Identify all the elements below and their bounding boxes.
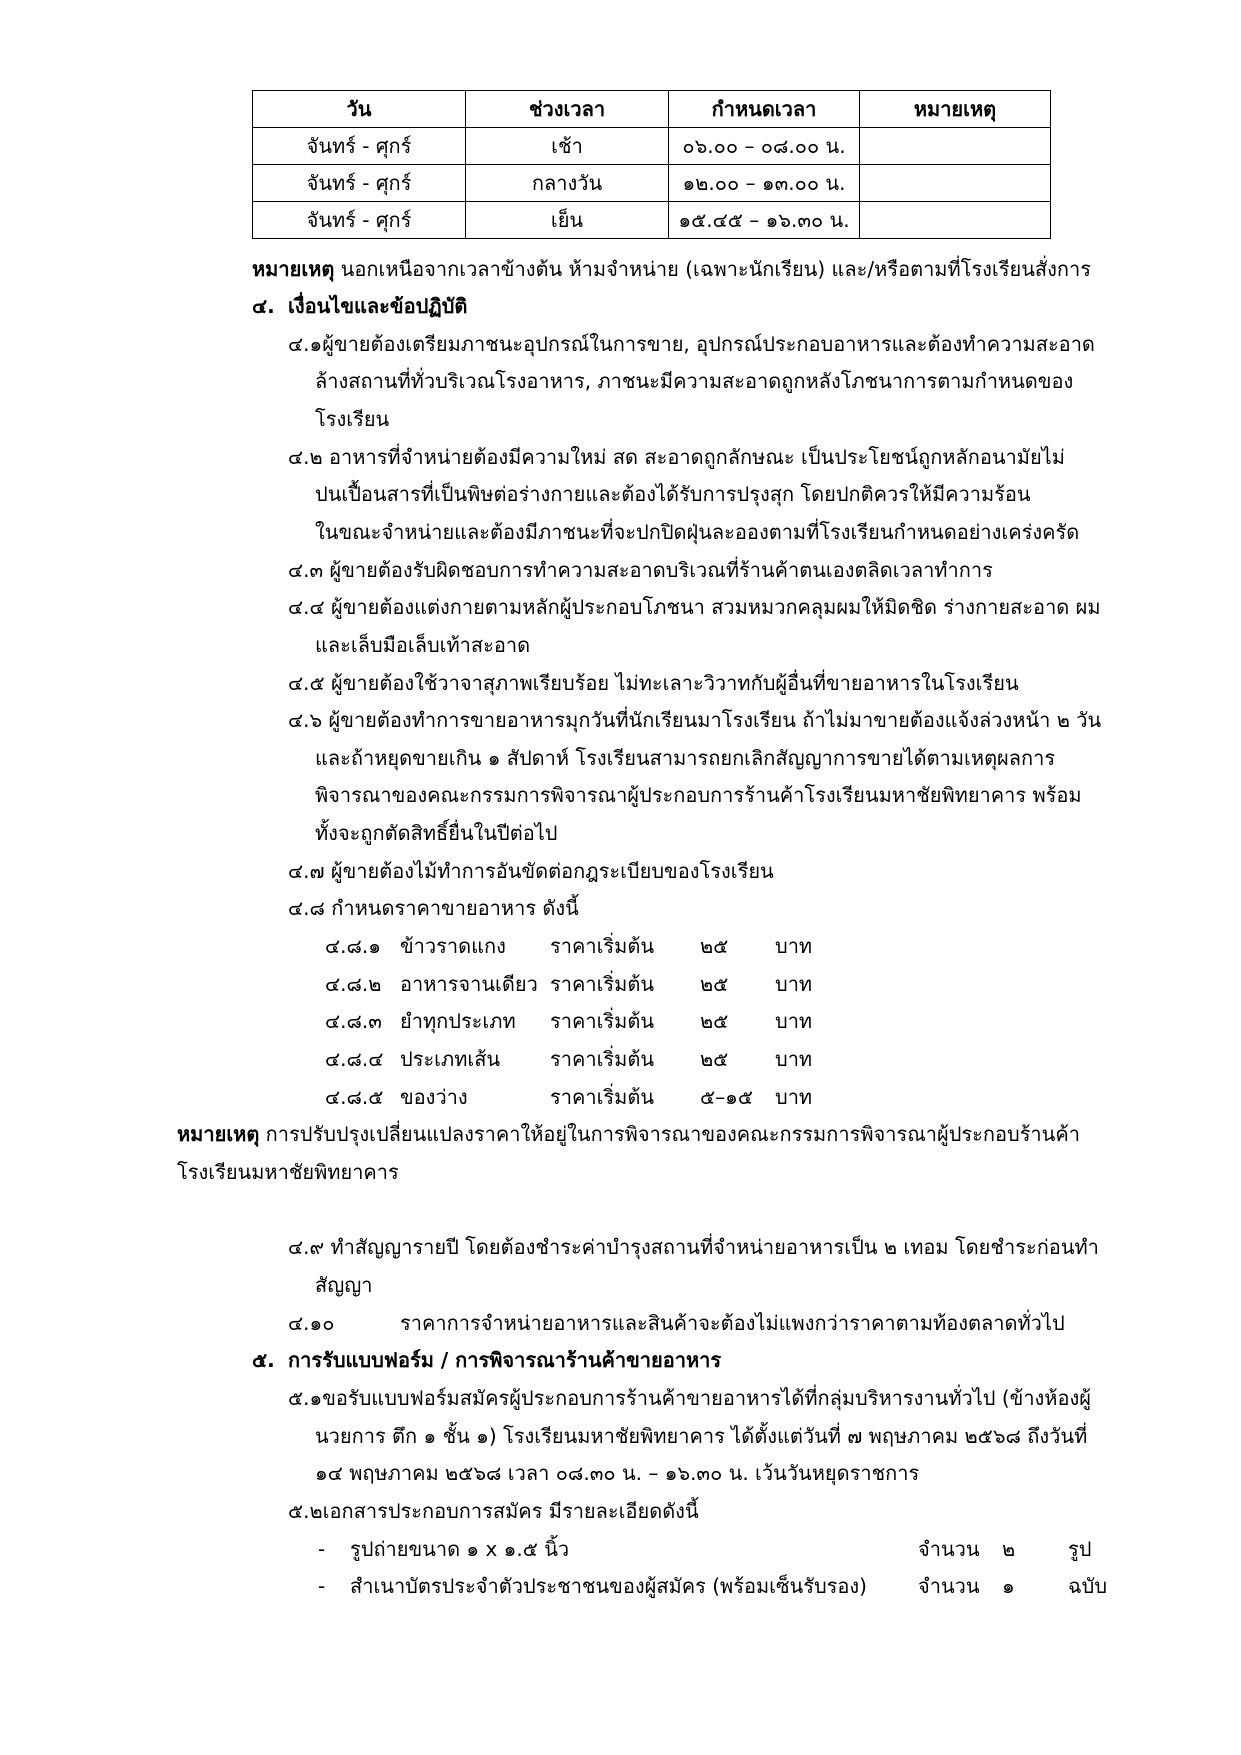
table-cell: เย็น bbox=[466, 202, 669, 239]
list-item: สำเนาบัตรประจำตัวประชาชนของผู้สมัคร (พร้อมเซ็นรับรอง) bbox=[350, 1574, 867, 1598]
section-heading: เงื่อนไขและข้อปฏิบัติ bbox=[288, 294, 468, 318]
paragraph-line: ๕.๒เอกสารประกอบการสมัคร มีรายละเอียดดังนี้ bbox=[288, 1499, 699, 1523]
note-label: หมายเหตุ bbox=[252, 257, 335, 281]
paragraph-line: พิจารณาของคณะกรรมการพิจารณาผู้ประกอบการร้านค้าโรงเรียนมหาชัยพิทยาคาร พร้อม bbox=[315, 783, 1082, 807]
table-header: กำหนดเวลา bbox=[669, 91, 860, 128]
paragraph-line: สัญญา bbox=[315, 1273, 373, 1297]
price-unit: บาท bbox=[775, 972, 813, 996]
price-num: ๔.๘.๕ bbox=[325, 1085, 384, 1109]
note-label: หมายเหตุ bbox=[177, 1122, 260, 1146]
table-cell: ๐๖.๐๐ – ๐๘.๐๐ น. bbox=[669, 128, 860, 165]
table-cell: เช้า bbox=[466, 128, 669, 165]
price-unit: บาท bbox=[775, 934, 813, 958]
paragraph-line: ๕.๑ขอรับแบบฟอร์มสมัครผู้ประกอบการร้านค้าขายอาหารได้ที่กลุ่มบริหารงานทั่วไป (ข้างห้องผู้ bbox=[288, 1386, 1091, 1410]
list-bullet: - bbox=[318, 1537, 326, 1561]
price-unit: บาท bbox=[775, 1009, 813, 1033]
qty-value: ๒ bbox=[1002, 1537, 1016, 1561]
section-heading: การรับแบบฟอร์ม / การพิจารณาร้านค้าขายอาหาร bbox=[288, 1348, 722, 1372]
paragraph-line: ๔.๗ ผู้ขายต้องไม้ทำการอันขัดต่อกฎระเบียบของโรงเรียน bbox=[288, 859, 774, 883]
paragraph-line: ทั้งจะถูกตัดสิทธิ์ยื่นในปีต่อไป bbox=[315, 821, 558, 845]
list-item: รูปถ่ายขนาด ๑ x ๑.๕ นิ้ว bbox=[350, 1537, 570, 1561]
price-value: ๒๕ bbox=[700, 1009, 729, 1033]
price-unit: บาท bbox=[775, 1085, 813, 1109]
table-row bbox=[253, 165, 1051, 202]
price-value: ๒๕ bbox=[700, 934, 729, 958]
table-header: ช่วงเวลา bbox=[466, 91, 669, 128]
price-label: ราคาเริ่มต้น bbox=[550, 1009, 655, 1033]
paragraph-line: ๑๔ พฤษภาคม ๒๕๖๘ เวลา ๐๘.๓๐ น. – ๑๖.๓๐ น. เว้นวันหยุดราชการ bbox=[315, 1461, 920, 1485]
paragraph-line: ๔.๑ผู้ขายต้องเตรียมภาชนะอุปกรณ์ในการขาย, อุปกรณ์ประกอบอาหารและต้องทำความสะอาด bbox=[288, 332, 1095, 356]
paragraph-line: และถ้าหยุดขายเกิน ๑ สัปดาห์ โรงเรียนสามารถยกเลิกสัญญาการขายได้ตามเหตุผลการ bbox=[315, 746, 1056, 770]
paragraph-line: ๔.๒ อาหารที่จำหน่ายต้องมีความใหม่ สด สะอาดถูกลักษณะ เป็นประโยชน์ถูกหลักอนามัยไม่ bbox=[288, 445, 1065, 469]
paragraph-line: ปนเปื้อนสารที่เป็นพิษต่อร่างกายและต้องได้รับการปรุงสุก โดยปกติควรให้มีความร้อน bbox=[315, 482, 1031, 506]
table-header: วัน bbox=[253, 91, 466, 128]
price-item: อาหารจานเดียว bbox=[400, 972, 538, 996]
price-label: ราคาเริ่มต้น bbox=[550, 1047, 655, 1071]
paragraph-line: ๔.๘ กำหนดราคาขายอาหาร ดังนี้ bbox=[288, 896, 579, 920]
note-text: การปรับปรุงเปลี่ยนแปลงราคาให้อยู่ในการพิจารณาของคณะกรรมการพิจารณาผู้ประกอบร้านค้า bbox=[259, 1122, 1080, 1146]
paragraph-line: ๔.๙ ทำสัญญารายปี โดยต้องชำระค่าบำรุงสถานที่จำหน่ายอาหารเป็น ๒ เทอม โดยชำระก่อนทำ bbox=[288, 1235, 1099, 1259]
note-paragraph bbox=[177, 1115, 1080, 1153]
price-num: ๔.๘.๑ bbox=[325, 934, 381, 958]
price-value: ๕–๑๕ bbox=[700, 1085, 753, 1109]
table-cell: ๑๒.๐๐ – ๑๓.๐๐ น. bbox=[669, 165, 860, 202]
table-cell: จันทร์ - ศุกร์ bbox=[253, 202, 466, 239]
section-number: ๔. bbox=[252, 294, 275, 318]
schedule-table bbox=[252, 90, 1051, 239]
price-unit: บาท bbox=[775, 1047, 813, 1071]
price-item: ของว่าง bbox=[400, 1085, 468, 1109]
price-num: ๔.๘.๒ bbox=[325, 972, 382, 996]
table-row bbox=[253, 202, 1051, 239]
price-value: ๒๕ bbox=[700, 972, 729, 996]
price-num: ๔.๘.๔ bbox=[325, 1047, 384, 1071]
paragraph-line: ๔.๕ ผู้ขายต้องใช้วาจาสุภาพเรียบร้อย ไม่ทะเลาะวิวาทกับผู้อื่นที่ขายอาหารในโรงเรียน bbox=[288, 671, 1019, 695]
price-item: ยำทุกประเภท bbox=[400, 1009, 516, 1033]
section-number: ๕. bbox=[252, 1348, 275, 1372]
note-text: นอกเหนือจากเวลาข้างต้น ห้ามจำหน่าย (เฉพาะนักเรียน) และ/หรือตามที่โรงเรียนสั่งการ bbox=[334, 257, 1091, 281]
table-header-row bbox=[253, 91, 1051, 128]
paragraph-line: ๔.๔ ผู้ขายต้องแต่งกายตามหลักผู้ประกอบโภชนา สวมหมวกคลุมผมให้มิดชิด ร่างกายสะอาด ผม bbox=[288, 595, 1101, 619]
table-cell bbox=[860, 202, 1051, 239]
note-paragraph bbox=[252, 250, 1091, 288]
paragraph-line: โรงเรียน bbox=[315, 407, 390, 431]
table-cell: จันทร์ - ศุกร์ bbox=[253, 165, 466, 202]
price-item: ข้าวราดแกง bbox=[400, 934, 506, 958]
qty-unit: รูป bbox=[1068, 1537, 1092, 1561]
qty-value: ๑ bbox=[1002, 1574, 1015, 1598]
price-item: ประเภทเส้น bbox=[400, 1047, 501, 1071]
paragraph-line: และเล็บมือเล็บเท้าสะอาด bbox=[315, 633, 531, 657]
table-cell: กลางวัน bbox=[466, 165, 669, 202]
table-cell bbox=[860, 128, 1051, 165]
paragraph-line: โรงเรียนมหาชัยพิทยาคาร bbox=[177, 1160, 399, 1184]
paragraph-line: ราคาการจำหน่ายอาหารและสินค้าจะต้องไม่แพงกว่าราคาตามท้องตลาดทั่วไป bbox=[400, 1311, 1065, 1335]
price-num: ๔.๘.๓ bbox=[325, 1009, 382, 1033]
price-label: ราคาเริ่มต้น bbox=[550, 1085, 655, 1109]
paragraph-line: นวยการ ตึก ๑ ชั้น ๑) โรงเรียนมหาชัยพิทยาคาร ได้ตั้งแต่วันที่ ๗ พฤษภาคม ๒๕๖๘ ถึงวันที่ bbox=[315, 1424, 1088, 1448]
list-bullet: - bbox=[318, 1574, 326, 1598]
paragraph-line: ๔.๓ ผู้ขายต้องรับผิดชอบการทำความสะอาดบริเวณที่ร้านค้าตนเองตลิดเวลาทำการ bbox=[288, 558, 993, 582]
paragraph-line: ล้างสถานที่ทั่วบริเวณโรงอาหาร, ภาชนะมีความสะอาดถูกหลังโภชนาการตามกำหนดของ bbox=[315, 369, 1074, 393]
price-value: ๒๕ bbox=[700, 1047, 729, 1071]
table-row bbox=[253, 128, 1051, 165]
table-header: หมายเหตุ bbox=[860, 91, 1051, 128]
qty-unit: ฉบับ bbox=[1068, 1574, 1108, 1598]
price-label: ราคาเริ่มต้น bbox=[550, 934, 655, 958]
paragraph-line: ในขณะจำหน่ายและต้องมีภาชนะที่จะปกปิดฝุ่นละอองตามที่โรงเรียนกำหนดอย่างเคร่งครัด bbox=[315, 520, 1080, 544]
price-label: ราคาเริ่มต้น bbox=[550, 972, 655, 996]
table-cell: จันทร์ - ศุกร์ bbox=[253, 128, 466, 165]
qty-label: จำนวน bbox=[918, 1574, 980, 1598]
table-cell: ๑๕.๔๕ – ๑๖.๓๐ น. bbox=[669, 202, 860, 239]
paragraph-line: ๔.๖ ผู้ขายต้องทำการขายอาหารมุกวันที่นักเรียนมาโรงเรียน ถ้าไม่มาขายต้องแจ้งล่วงหน้า ๒ วัน bbox=[288, 708, 1102, 732]
item-number: ๔.๑๐ bbox=[288, 1311, 335, 1335]
qty-label: จำนวน bbox=[918, 1537, 980, 1561]
table-cell bbox=[860, 165, 1051, 202]
